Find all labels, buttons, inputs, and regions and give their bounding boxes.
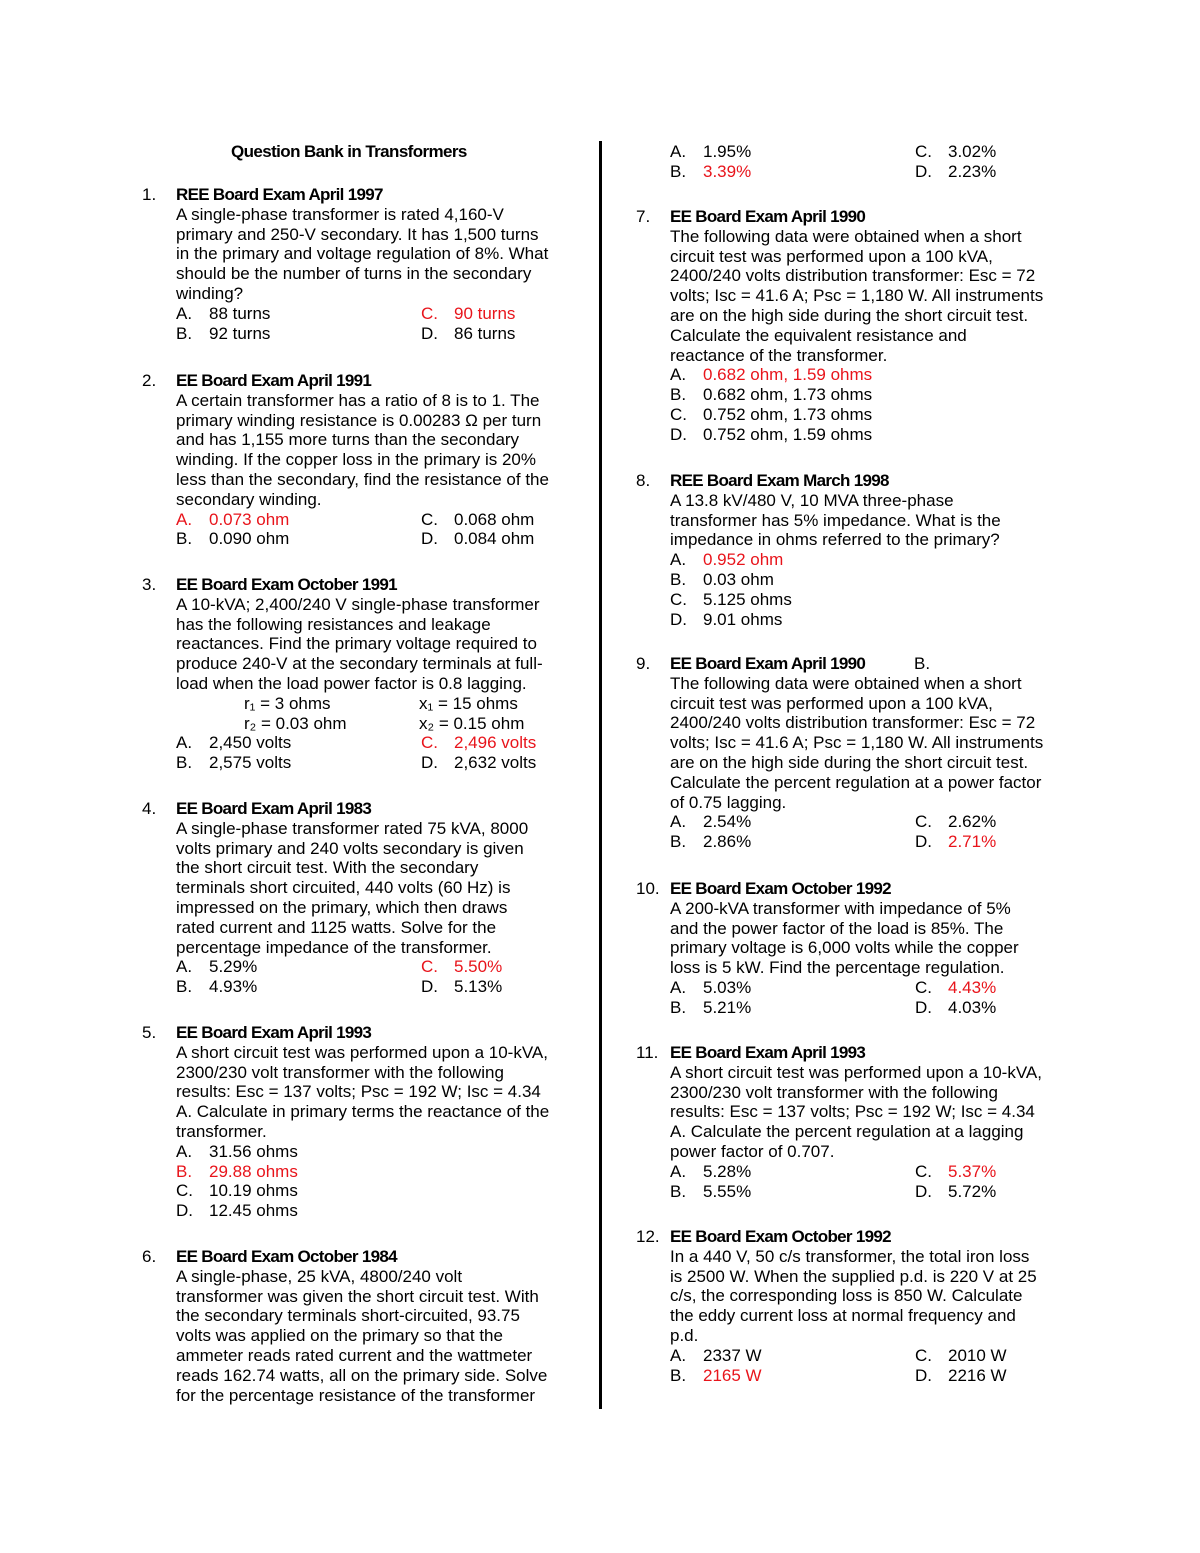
- option-a: [176, 957, 421, 977]
- question-number: 11.: [636, 1043, 659, 1062]
- option-c: [670, 590, 915, 610]
- option-value: 2,496 volts: [454, 733, 537, 753]
- option-letter: C.: [915, 1161, 932, 1181]
- option-letter: A.: [670, 812, 687, 832]
- option-value: 2,632 volts: [454, 753, 537, 773]
- option-value: 86 turns: [454, 323, 516, 343]
- option-letter: B.: [176, 977, 193, 997]
- option-letter: D.: [421, 529, 438, 549]
- option-value: 9.01 ohms: [703, 609, 783, 629]
- option-value: 92 turns: [209, 323, 271, 343]
- options: [670, 550, 1001, 629]
- option-a: [176, 733, 421, 753]
- question-5: [142, 1023, 550, 1221]
- option-value: 5.72%: [948, 1181, 997, 1201]
- option-a-answer: [176, 510, 421, 530]
- option-value: 0.03 ohm: [703, 569, 774, 589]
- option-letter: C.: [915, 142, 932, 161]
- option-letter: A.: [670, 1345, 687, 1365]
- option-value: 5.50%: [454, 957, 503, 977]
- question-6: [142, 1247, 548, 1405]
- option-letter: D.: [421, 753, 438, 773]
- option-letter: A.: [670, 1161, 687, 1181]
- question-heading: EE Board Exam October 1991: [176, 575, 397, 594]
- question-text: A short circuit test was performed upon a 10-kVA, 2300/230 volt transformer with the following results: Esc = 137 volts; Psc = 192 W; Isc = 4.34 A. Calculate the percent regulation at a lagging power factor of 0.707.: [670, 1062, 1042, 1161]
- option-c-answer: [421, 304, 581, 324]
- question-text: A single-phase transformer is rated 4,160-V primary and 250-V secondary. It has 1,500 turns in the primary and voltage regulation of 8%. What should be the number of turns in the secondary winding?: [176, 204, 549, 303]
- question-number: 2.: [142, 371, 157, 390]
- question-number: 12.: [636, 1227, 660, 1246]
- option-letter: D.: [915, 161, 932, 181]
- option-b: [670, 385, 915, 405]
- option-value: 2.23%: [948, 161, 997, 181]
- option-value: 5.03%: [703, 977, 752, 997]
- options: [176, 733, 581, 773]
- option-value: 88 turns: [209, 303, 271, 323]
- question-12: [636, 1227, 1075, 1385]
- option-letter: B.: [176, 753, 193, 773]
- option-letter: C.: [670, 589, 687, 609]
- option-b: [176, 529, 421, 549]
- option-value: 4.93%: [209, 977, 258, 997]
- options: [670, 812, 1075, 852]
- option-value: 2.71%: [948, 832, 997, 852]
- question-text: A short circuit test was performed upon a 10-kVA, 2300/230 volt transformer with the following results: Esc = 137 volts; Psc = 192 W; Isc = 4.34 A. Calculate in primary terms the reactance of the transformer.: [176, 1042, 550, 1141]
- question-number: 1.: [142, 185, 157, 204]
- question-8: [636, 471, 1001, 629]
- option-letter: C.: [670, 404, 687, 424]
- param-x1: x₁ = 15 ohms: [419, 693, 518, 713]
- column-divider: [599, 141, 602, 1409]
- option-value: 90 turns: [454, 303, 516, 323]
- question-heading: EE Board Exam April 1983: [176, 799, 372, 818]
- question-number: 8.: [636, 471, 651, 490]
- option-d: [670, 610, 915, 630]
- option-d: [421, 753, 581, 773]
- option-letter: C.: [915, 977, 932, 997]
- question-10: [636, 879, 1075, 1018]
- option-letter: A.: [670, 550, 687, 570]
- option-letter: A.: [176, 509, 193, 529]
- question-4: [142, 799, 581, 997]
- option-value: 2010 W: [948, 1345, 1007, 1365]
- option-value: 12.45 ohms: [209, 1201, 298, 1221]
- option-letter: C.: [915, 1345, 932, 1365]
- option-letter: B.: [176, 1161, 193, 1181]
- option-letter: D.: [915, 832, 932, 852]
- question-text: The following data were obtained when a short circuit test was performed upon a 100 kVA, 2400/240 volts distribution transformer: Esc = 72 volts; Isc = 41.6 A; Psc = 1,180 W. All instruments are on the high side during the short circuit test. Calculate the equivalent resistance and reactance of the transformer.: [670, 226, 1044, 365]
- option-value: 2,575 volts: [209, 753, 292, 773]
- param-r1: r₁ = 3 ohms: [244, 693, 331, 713]
- option-b: [670, 1182, 915, 1202]
- question-2: [142, 371, 581, 549]
- option-value: 5.125 ohms: [703, 589, 792, 609]
- option-letter: B.: [670, 385, 687, 405]
- question-heading: EE Board Exam October 1984: [176, 1247, 397, 1266]
- option-a: [670, 812, 915, 832]
- option-value: 2.54%: [703, 812, 752, 832]
- question-text: In a 440 V, 50 c/s transformer, the total iron loss is 2500 W. When the supplied p.d. is 220 V at 25 c/s, the corresponding loss is 850 W. Calculate the eddy current loss at normal frequency and p.d.: [670, 1246, 1037, 1345]
- option-letter: D.: [670, 609, 687, 629]
- option-c: [915, 812, 1075, 832]
- option-value: 5.13%: [454, 977, 503, 997]
- options: [176, 510, 581, 550]
- option-letter: B.: [176, 323, 193, 343]
- options: [670, 1346, 1075, 1386]
- option-d: [915, 1182, 1075, 1202]
- option-a: [670, 1346, 915, 1366]
- option-value: 3.39%: [703, 161, 752, 181]
- option-d: [915, 162, 1075, 182]
- option-value: 0.073 ohm: [209, 509, 290, 529]
- option-letter: D.: [915, 1181, 932, 1201]
- option-d: [176, 1201, 421, 1221]
- option-letter: D.: [915, 1365, 932, 1385]
- option-letter: D.: [421, 323, 438, 343]
- option-value: 0.752 ohm, 1.59 ohms: [703, 424, 873, 444]
- option-value: 2337 W: [703, 1345, 762, 1365]
- option-value: 0.682 ohm, 1.59 ohms: [703, 365, 873, 385]
- option-letter: B.: [670, 1365, 687, 1385]
- question-3: [142, 575, 581, 773]
- option-letter: D.: [421, 977, 438, 997]
- option-letter: C.: [421, 509, 438, 529]
- question-7: [636, 207, 1044, 445]
- option-a: [670, 1162, 915, 1182]
- option-c: [915, 1346, 1075, 1366]
- option-value: 4.43%: [948, 977, 997, 997]
- question-number: 3.: [142, 575, 157, 594]
- options: [176, 304, 581, 344]
- option-letter: B.: [176, 529, 193, 549]
- question-number: 4.: [142, 799, 157, 818]
- option-value: 5.37%: [948, 1161, 997, 1181]
- option-letter: A.: [176, 957, 193, 977]
- option-letter: B.: [670, 161, 687, 181]
- question-9: [636, 654, 1075, 852]
- question-11: [636, 1043, 1075, 1201]
- option-d: [915, 998, 1075, 1018]
- option-a: [176, 1142, 421, 1162]
- option-value: 1.95%: [703, 142, 752, 161]
- option-value: 5.55%: [703, 1181, 752, 1201]
- question-number: 7.: [636, 207, 651, 226]
- spacer: [176, 714, 244, 734]
- option-b: [176, 977, 421, 997]
- options: [176, 957, 581, 997]
- option-c-answer: [421, 957, 581, 977]
- options: [670, 365, 1043, 444]
- option-value: 0.090 ohm: [209, 529, 290, 549]
- question-text: A certain transformer has a ratio of 8 is to 1. The primary winding resistance is 0.00283 Ω per turn and has 1,155 more turns than the secondary winding. If the copper loss in the primary is 20% less than the secondary, find the resistance of the secondary winding.: [176, 390, 549, 509]
- question-heading: EE Board Exam April 1990: [670, 654, 866, 673]
- question-1: [142, 185, 581, 343]
- question-text: The following data were obtained when a short circuit test was performed upon a 100 kVA, 2400/240 volts distribution transformer: Esc = 72 volts; Isc = 41.6 A; Psc = 1,180 W. All instruments are on the high side during the short circuit test. Calculate the percent regulation at a power factor of 0.75 lagging.: [670, 673, 1044, 812]
- option-d: [915, 1366, 1075, 1386]
- question-text: A single-phase transformer rated 75 kVA, 8000 volts primary and 240 volts secondary is given the short circuit test. With the secondary terminals short circuited, 440 volts (60 Hz) is impressed on the primary, which then draws rated current and 1125 watts. Solve for the percentage impedance of the transformer.: [176, 818, 529, 957]
- option-d: [421, 529, 581, 549]
- page-title: Question Bank in Transformers: [231, 142, 467, 161]
- option-letter: C.: [915, 812, 932, 832]
- option-letter: A.: [670, 977, 687, 997]
- option-a: [176, 304, 421, 324]
- question-number: 10.: [636, 879, 660, 898]
- option-c: [670, 405, 915, 425]
- question-text: A 200-kVA transformer with impedance of 5% and the power factor of the load is 85%. The primary voltage is 6,000 volts while the copper loss is 5 kW. Find the percentage regulation.: [670, 898, 1019, 978]
- option-letter: D.: [670, 424, 687, 444]
- option-b: [176, 324, 421, 344]
- option-value: 5.21%: [703, 997, 752, 1017]
- option-b: [176, 753, 421, 773]
- question-6-options: [670, 142, 1075, 182]
- parameter-table: [176, 694, 581, 734]
- option-letter: A.: [176, 303, 193, 323]
- question-heading: REE Board Exam April 1997: [176, 185, 383, 204]
- option-letter: A.: [176, 1141, 193, 1161]
- option-value: 10.19 ohms: [209, 1181, 298, 1201]
- question-number: 6.: [142, 1247, 157, 1266]
- option-c: [915, 142, 1075, 162]
- question-text: A single-phase, 25 kVA, 4800/240 volt transformer was given the short circuit test. With the secondary terminals short-circuited, 93.75 volts was applied on the primary so that the ammeter reads rated current and the wattmeter reads 162.74 watts, all on the primary side. Solve for the percentage resistance of the transformer: [176, 1266, 548, 1405]
- option-b: [670, 998, 915, 1018]
- option-c-answer: [915, 1162, 1075, 1182]
- option-d: [670, 425, 915, 445]
- option-value: 2216 W: [948, 1365, 1007, 1385]
- question-text: A 13.8 kV/480 V, 10 MVA three-phase transformer has 5% impedance. What is the impedance in ohms referred to the primary?: [670, 490, 1001, 550]
- question-number: 5.: [142, 1023, 157, 1042]
- option-value: 5.29%: [209, 957, 258, 977]
- options: [670, 1162, 1075, 1202]
- param-x2: x₂ = 0.15 ohm: [419, 713, 525, 733]
- question-text: A 10-kVA; 2,400/240 V single-phase transformer has the following resistances and leakage reactances. Find the primary voltage required to produce 240-V at the secondary terminals at full- load when the load power factor is 0.8 lagging.: [176, 594, 543, 693]
- option-a-answer: [670, 550, 915, 570]
- option-b-answer: [670, 1366, 915, 1386]
- option-b: [670, 570, 915, 590]
- spacer: [176, 694, 244, 714]
- question-heading: EE Board Exam October 1992: [670, 879, 891, 898]
- option-letter: B.: [670, 569, 687, 589]
- option-b: [670, 832, 915, 852]
- option-letter: A.: [670, 365, 687, 385]
- param-r2: r₂ = 0.03 ohm: [244, 713, 347, 733]
- option-letter: C.: [421, 303, 438, 323]
- option-value: 3.02%: [948, 142, 997, 161]
- question-heading: EE Board Exam April 1990: [670, 207, 866, 226]
- options: [176, 1142, 549, 1221]
- option-c-answer: [421, 733, 581, 753]
- option-a: [670, 978, 915, 998]
- option-value: 4.03%: [948, 997, 997, 1017]
- question-heading: REE Board Exam March 1998: [670, 471, 889, 490]
- option-value: 0.752 ohm, 1.73 ohms: [703, 404, 873, 424]
- option-value: 0.068 ohm: [454, 509, 535, 529]
- option-value: 0.682 ohm, 1.73 ohms: [703, 385, 873, 405]
- question-heading: EE Board Exam April 1991: [176, 371, 372, 390]
- option-d: [421, 324, 581, 344]
- option-value: 0.952 ohm: [703, 550, 784, 570]
- question-heading: EE Board Exam April 1993: [670, 1043, 866, 1062]
- option-letter: B.: [670, 1181, 687, 1201]
- option-c: [176, 1181, 421, 1201]
- options: [670, 978, 1075, 1018]
- option-value: 29.88 ohms: [209, 1161, 298, 1181]
- question-heading: EE Board Exam October 1992: [670, 1227, 891, 1246]
- option-value: 2165 W: [703, 1365, 762, 1385]
- option-letter: B.: [670, 832, 687, 852]
- stray-letter: B.: [914, 654, 931, 673]
- option-letter: A.: [176, 733, 193, 753]
- option-value: 0.084 ohm: [454, 529, 535, 549]
- option-value: 5.28%: [703, 1161, 752, 1181]
- option-d: [421, 977, 581, 997]
- option-letter: C.: [421, 733, 438, 753]
- option-a-answer: [670, 365, 915, 385]
- option-c-answer: [915, 978, 1075, 998]
- option-b-answer: [670, 162, 915, 182]
- option-a: [670, 142, 915, 162]
- option-value: 31.56 ohms: [209, 1141, 298, 1161]
- option-letter: C.: [421, 957, 438, 977]
- option-letter: B.: [670, 997, 687, 1017]
- option-value: 2.86%: [703, 832, 752, 852]
- question-heading: EE Board Exam April 1993: [176, 1023, 372, 1042]
- option-c: [421, 510, 581, 530]
- option-b-answer: [176, 1162, 421, 1182]
- option-letter: C.: [176, 1181, 193, 1201]
- option-d-answer: [915, 832, 1075, 852]
- option-letter: D.: [176, 1201, 193, 1221]
- question-number: 9.: [636, 654, 651, 673]
- option-value: 2,450 volts: [209, 733, 292, 753]
- option-letter: D.: [915, 997, 932, 1017]
- option-letter: A.: [670, 142, 687, 161]
- option-value: 2.62%: [948, 812, 997, 832]
- options: [670, 142, 1075, 182]
